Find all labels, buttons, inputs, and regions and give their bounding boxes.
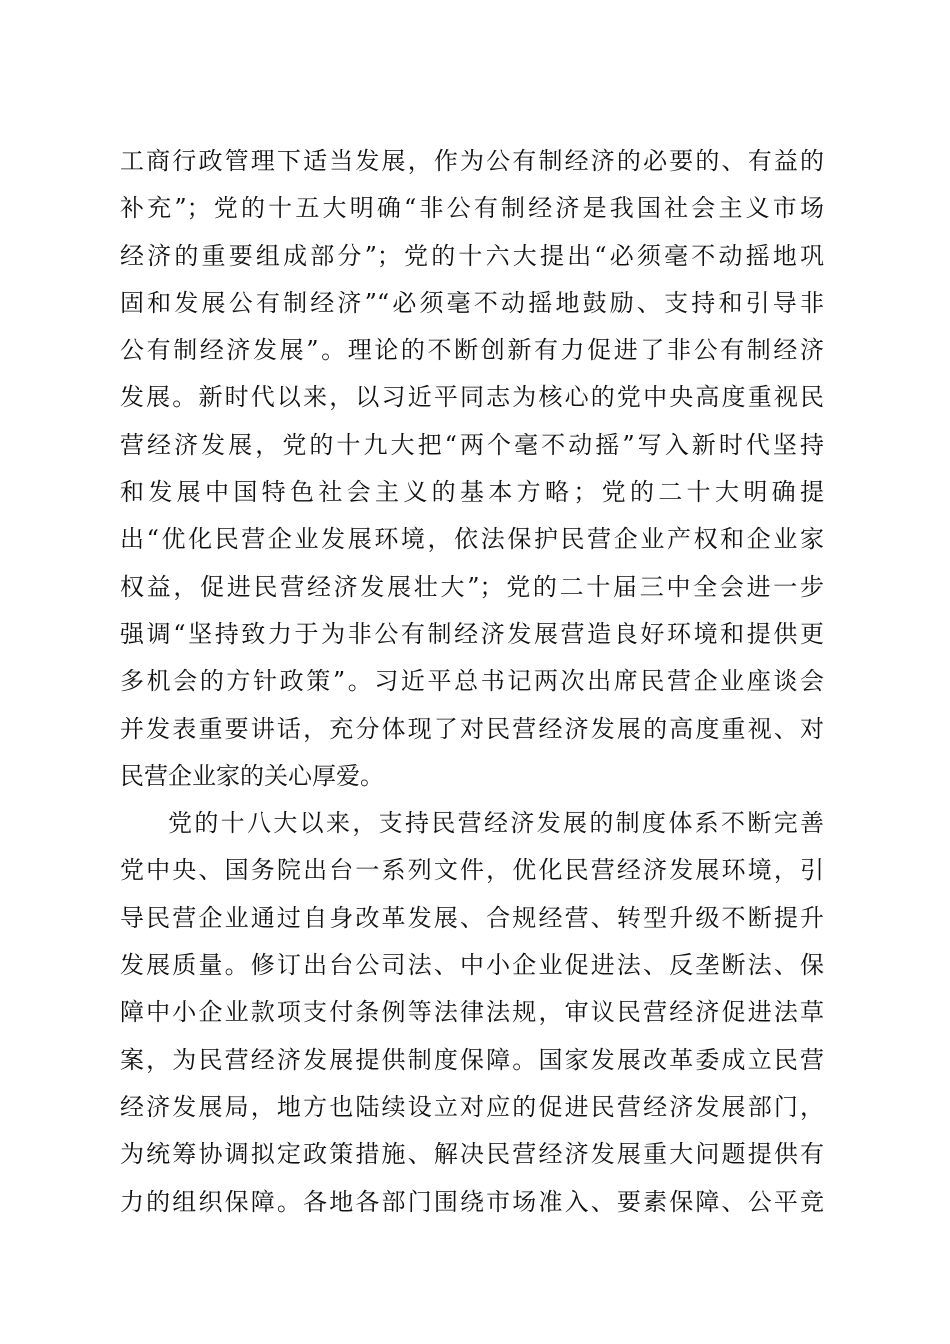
paragraph-1 <box>120 138 824 800</box>
text-line: 营经济发展，党的十九大把“两个毫不动摇”写入新时代坚持 <box>120 430 824 459</box>
text-line: 工商行政管理下适当发展，作为公有制经济的必要的、有益的 <box>120 147 824 175</box>
text-line: 为统筹协调拟定政策措施、解决民营经济发展重大问题提供有 <box>120 1140 824 1169</box>
text-line: 固和发展公有制经济”“必须毫不动摇地鼓励、支持和引导非 <box>120 288 824 317</box>
text-line: 补充”；党的十五大明确“非公有制经济是我国社会主义市场 <box>120 194 824 223</box>
text-line: 和发展中国特色社会主义的基本方略；党的二十大明确提 <box>120 478 824 507</box>
text-line: 多机会的方针政策”。习近平总书记两次出席民营企业座谈会 <box>120 667 824 696</box>
text-line: 党的十八大以来，支持民营经济发展的制度体系不断完善 <box>168 809 824 838</box>
paragraph-2 <box>120 800 824 1226</box>
text-line: 党中央、国务院出台一系列文件，优化民营经济发展环境，引 <box>120 856 824 885</box>
text-line: 强调“坚持致力于为非公有制经济发展营造良好环境和提供更 <box>120 619 824 648</box>
text-line: 出“优化民营企业发展环境，依法保护民营企业产权和企业家 <box>120 525 824 554</box>
text-line: 经济发展局，地方也陆续设立对应的促进民营经济发展部门， <box>120 1092 824 1121</box>
text-line: 导民营企业通过自身改革发展、合规经营、转型升级不断提升 <box>120 903 824 932</box>
text-line: 力的组织保障。各地各部门围绕市场准入、要素保障、公平竞 <box>120 1187 824 1216</box>
text-line: 民营企业家的关心厚爱。 <box>120 761 384 790</box>
text-line: 案，为民营经济发展提供制度保障。国家发展改革委成立民营 <box>120 1045 824 1074</box>
text-line: 公有制经济发展”。理论的不断创新有力促进了非公有制经济 <box>120 336 824 365</box>
text-line: 发展。新时代以来，以习近平同志为核心的党中央高度重视民 <box>120 383 824 412</box>
text-line: 并发表重要讲话，充分体现了对民营经济发展的高度重视、对 <box>120 714 824 743</box>
text-line: 障中小企业款项支付条例等法律法规，审议民营经济促进法草 <box>120 998 824 1027</box>
body-text <box>120 138 824 1226</box>
text-line: 发展质量。修订出台公司法、中小企业促进法、反垄断法、保 <box>120 951 824 980</box>
text-line: 权益，促进民营经济发展壮大”；党的二十届三中全会进一步 <box>120 572 824 601</box>
text-line: 经济的重要组成部分”；党的十六大提出“必须毫不动摇地巩 <box>120 241 824 270</box>
